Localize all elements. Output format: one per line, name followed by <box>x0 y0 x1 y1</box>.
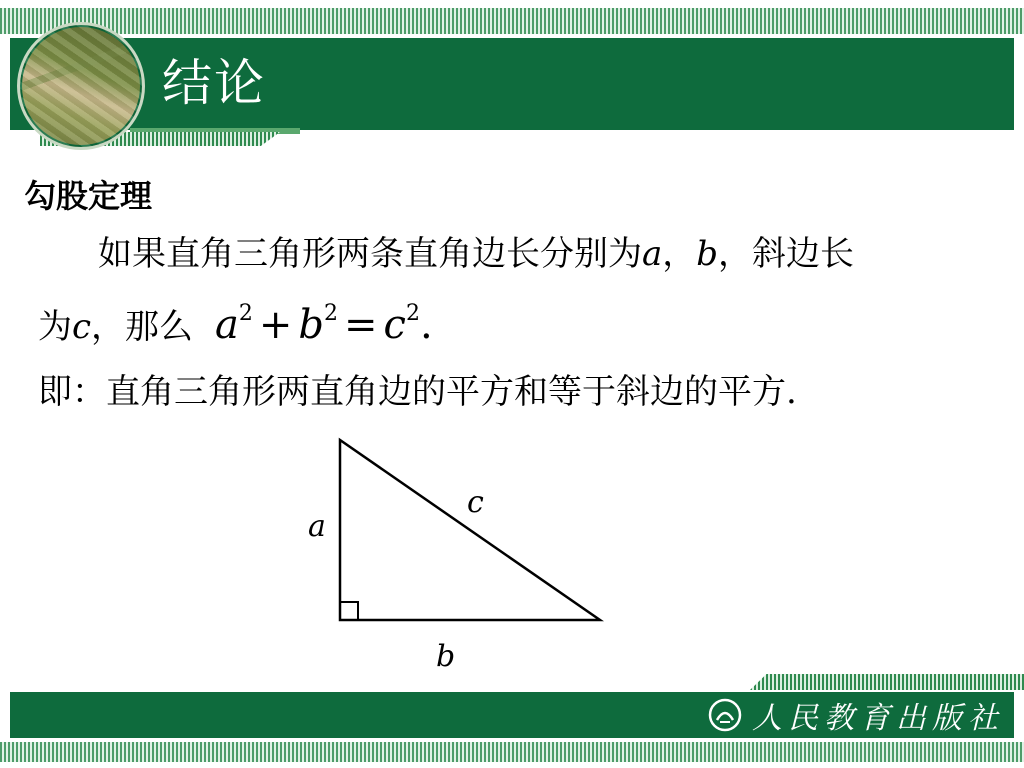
bottom-decorative-stripe <box>0 742 1024 762</box>
formula-period: . <box>419 302 433 348</box>
footer-decorative-stripe <box>750 674 1024 690</box>
theorem-line-2 <box>38 290 433 351</box>
comma: ， <box>662 234 697 274</box>
theorem-text: 如果直角三角形两条直角边长分别为 <box>98 234 642 274</box>
theorem-prefix: 为 <box>38 307 72 347</box>
var-a: a <box>642 234 663 274</box>
theorem-line-1 <box>98 232 854 276</box>
formula-exp-a: 2 <box>238 301 253 326</box>
publisher-emblem-icon <box>708 698 742 732</box>
top-decorative-stripe <box>0 8 1024 34</box>
formula-a: a <box>215 302 239 348</box>
formula-equals: = <box>344 302 378 348</box>
pythagorean-formula <box>215 302 433 348</box>
formula-exp-c: 2 <box>405 301 420 326</box>
right-angle-marker <box>340 602 358 620</box>
formula-plus: + <box>258 302 293 348</box>
formula-exp-b: 2 <box>324 301 339 326</box>
theorem-statement: 即：直角三角形两直角边的平方和等于斜边的平方. <box>38 372 797 412</box>
landscape-photo-icon <box>17 22 145 150</box>
var-b: b <box>696 234 719 274</box>
label-a: a <box>308 509 326 544</box>
theorem-mid: ，那么 <box>91 307 194 347</box>
header-band <box>10 38 1014 130</box>
var-c: c <box>72 307 92 347</box>
label-b: b <box>436 639 456 674</box>
right-triangle-figure <box>300 430 630 680</box>
label-c: c <box>467 485 484 520</box>
publisher-name: 人民教育出版社 <box>752 701 1004 736</box>
page-title: 结论 <box>162 54 266 112</box>
formula-c: c <box>383 302 406 348</box>
section-title: 勾股定理 <box>24 177 153 215</box>
publisher-logo <box>708 694 1004 736</box>
formula-b: b <box>298 302 325 348</box>
triangle-outline <box>340 440 600 620</box>
theorem-text-tail: ，斜边长 <box>718 234 855 274</box>
